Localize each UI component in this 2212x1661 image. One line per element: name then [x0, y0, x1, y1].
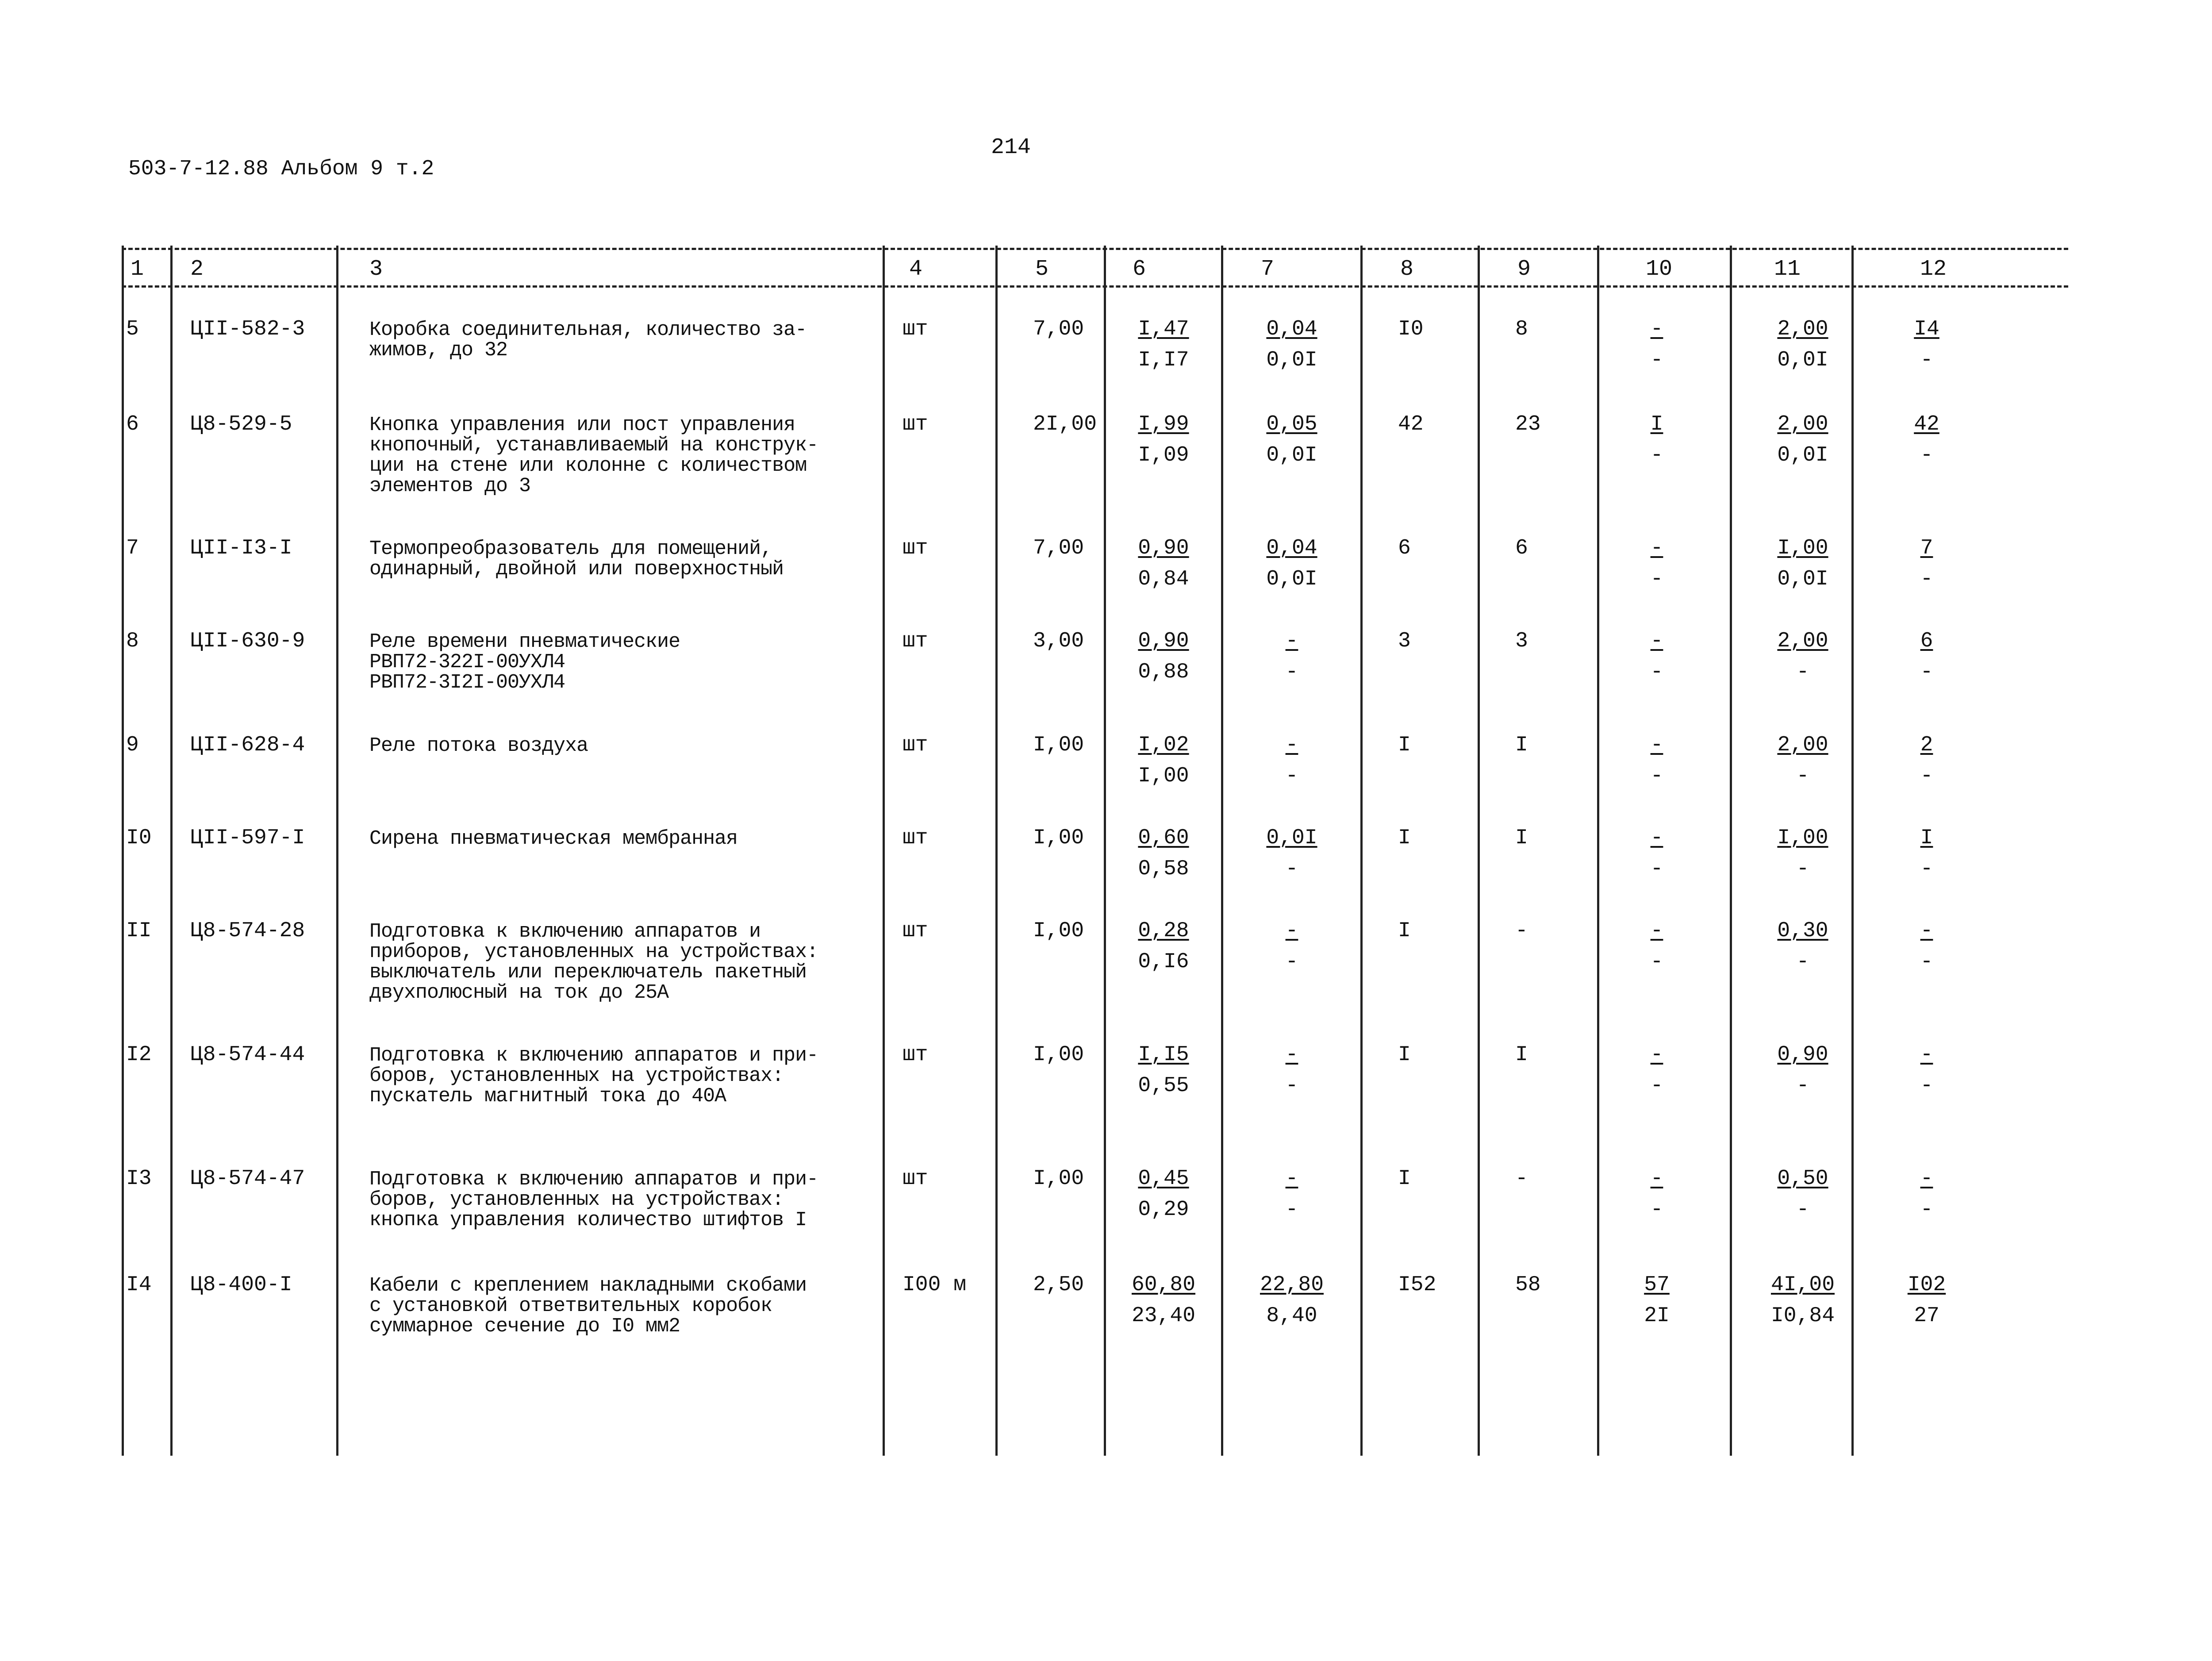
col9-value: I	[1515, 826, 1528, 850]
col6-value-top: I,47	[1138, 317, 1189, 341]
row-number: 6	[126, 412, 139, 436]
col12-value-top: 2	[1920, 733, 1933, 757]
rate-code: ЦII-597-I	[190, 826, 305, 850]
work-description: Подготовка к включению аппаратов и при- боров, установленных на устройствах: кнопка управления количество штифтов I	[369, 1168, 818, 1231]
header-rule	[122, 285, 2068, 288]
column-header-4: 4	[909, 257, 923, 282]
col11-value-bottom: -	[1796, 1198, 1809, 1222]
quantity: 7,00	[1033, 536, 1084, 560]
col7-value	[1248, 631, 1336, 683]
col6-value-bottom: 0,55	[1138, 1074, 1189, 1098]
unit: шт	[902, 1167, 928, 1191]
col7-value	[1248, 827, 1336, 880]
work-description: Подготовка к включению аппаратов и при- боров, установленных на устройствах: пускатель магнитный тока до 40А	[369, 1044, 818, 1107]
work-description: Кабели с креплением накладными скобами с установкой ответвительных коробок суммарное сечение до I0 мм2	[369, 1274, 807, 1338]
row-number: 7	[126, 536, 139, 560]
col12-value-bottom: -	[1920, 348, 1933, 372]
col11-value-top: 2,00	[1777, 733, 1828, 757]
col12-value	[1882, 1044, 1971, 1096]
column-divider	[336, 246, 338, 1456]
column-header-10: 10	[1646, 257, 1673, 282]
unit: шт	[902, 412, 928, 436]
col10-value-top: -	[1650, 919, 1663, 943]
col10-value	[1613, 414, 1701, 466]
col6-value-top: 0,90	[1138, 629, 1189, 653]
col6-value-bottom: I,09	[1138, 443, 1189, 467]
col9-value: -	[1515, 919, 1528, 943]
col10-value	[1613, 734, 1701, 787]
page-number: 214	[991, 135, 1031, 160]
col10-value-top: -	[1650, 629, 1663, 653]
col7-value-bottom: -	[1285, 950, 1298, 974]
col7-value	[1248, 920, 1336, 973]
col7-value-top: 0,0I	[1266, 826, 1317, 850]
col11-value-bottom: -	[1796, 950, 1809, 974]
col10-value-top: -	[1650, 1167, 1663, 1191]
col7-value-bottom: -	[1285, 764, 1298, 788]
col7-value-bottom: 8,40	[1266, 1304, 1317, 1328]
column-header-6: 6	[1133, 257, 1146, 282]
col7-value-bottom: -	[1285, 857, 1298, 881]
col11-value	[1759, 1168, 1847, 1220]
work-description: Термопреобразователь для помещений, одинарный, двойной или поверхностный	[369, 538, 784, 581]
column-divider	[995, 246, 998, 1456]
quantity: I,00	[1033, 733, 1084, 757]
col6-value	[1119, 920, 1208, 973]
row-number: I3	[126, 1167, 152, 1191]
col7-value-bottom: 0,0I	[1266, 443, 1317, 467]
col11-value-bottom: -	[1796, 1074, 1809, 1098]
unit: шт	[902, 317, 928, 341]
col11-value	[1759, 538, 1847, 590]
rate-code: Ц8-574-28	[190, 919, 305, 943]
col10-value	[1613, 319, 1701, 371]
col10-value-top: I	[1650, 412, 1663, 436]
work-description: Реле времени пневматические РВП72-322I-00УХЛ4 РВП72-3I2I-00УХЛ4	[369, 631, 680, 694]
column-header-12: 12	[1920, 257, 1947, 282]
unit: шт	[902, 733, 928, 757]
col11-value	[1759, 1274, 1847, 1326]
col12-value-top: -	[1920, 1167, 1933, 1191]
rate-code: ЦII-I3-I	[190, 536, 292, 560]
col10-value	[1613, 631, 1701, 683]
col11-value-bottom: -	[1796, 660, 1809, 684]
col6-value-bottom: 0,29	[1138, 1198, 1189, 1222]
col10-value-bottom: -	[1650, 443, 1663, 467]
column-divider	[1478, 246, 1480, 1456]
col12-value	[1882, 920, 1971, 973]
quantity: I,00	[1033, 919, 1084, 943]
col6-value	[1119, 319, 1208, 371]
header-rule	[122, 248, 2068, 250]
row-number: 8	[126, 629, 139, 653]
work-description: Кнопка управления или пост управления кнопочный, устанавливаемый на конструк- ции на стене или колонне с количеством элементов до 3	[369, 414, 818, 497]
col6-value	[1119, 538, 1208, 590]
col9-value: 23	[1515, 412, 1541, 436]
col10-value-bottom: -	[1650, 950, 1663, 974]
row-number: 9	[126, 733, 139, 757]
rate-code: ЦII-630-9	[190, 629, 305, 653]
col8-value: I0	[1398, 317, 1424, 341]
col7-value-bottom: -	[1285, 660, 1298, 684]
col6-value	[1119, 1168, 1208, 1220]
col6-value	[1119, 1044, 1208, 1096]
col12-value-top: 42	[1914, 412, 1939, 436]
col10-value-bottom: -	[1650, 348, 1663, 372]
col11-value	[1759, 631, 1847, 683]
col10-value-top: -	[1650, 1043, 1663, 1067]
col8-value: I52	[1398, 1273, 1436, 1297]
col11-value-top: 2,00	[1777, 629, 1828, 653]
col9-value: I	[1515, 1043, 1528, 1067]
col12-value-bottom: -	[1920, 764, 1933, 788]
col12-value-bottom: -	[1920, 950, 1933, 974]
col10-value-top: 57	[1644, 1273, 1670, 1297]
col6-value-top: 0,28	[1138, 919, 1189, 943]
column-header-8: 8	[1400, 257, 1414, 282]
col12-value	[1882, 1168, 1971, 1220]
col9-value: 58	[1515, 1273, 1541, 1297]
column-divider	[122, 246, 124, 1456]
column-header-11: 11	[1774, 257, 1801, 282]
col10-value-bottom: -	[1650, 660, 1663, 684]
work-description: Подготовка к включению аппаратов и приборов, установленных на устройствах: выключатель или переключатель пакетный двухполюсный на ток до 25А	[369, 920, 818, 1004]
col10-value-bottom: -	[1650, 1198, 1663, 1222]
column-divider	[1360, 246, 1363, 1456]
column-header-1: 1	[131, 257, 144, 282]
col8-value: I	[1398, 733, 1411, 757]
unit: шт	[902, 536, 928, 560]
col6-value-bottom: 0,84	[1138, 567, 1189, 591]
col12-value-top: -	[1920, 1043, 1933, 1067]
col6-value	[1119, 827, 1208, 880]
rate-code: Ц8-574-44	[190, 1043, 305, 1067]
col7-value-bottom: 0,0I	[1266, 567, 1317, 591]
col7-value-top: 0,04	[1266, 536, 1317, 560]
col12-value-top: -	[1920, 919, 1933, 943]
col11-value-bottom: I0,84	[1770, 1304, 1835, 1328]
quantity: 2I,00	[1033, 412, 1097, 436]
col11-value	[1759, 827, 1847, 880]
col7-value-top: -	[1285, 1167, 1298, 1191]
col12-value-bottom: -	[1920, 1198, 1933, 1222]
col10-value-bottom: 2I	[1644, 1304, 1670, 1328]
col7-value	[1248, 414, 1336, 466]
col10-value-bottom: -	[1650, 567, 1663, 591]
col10-value	[1613, 538, 1701, 590]
col10-value	[1613, 827, 1701, 880]
col6-value-bottom: 23,40	[1131, 1304, 1196, 1328]
col7-value	[1248, 1044, 1336, 1096]
col7-value-top: 22,80	[1260, 1273, 1324, 1297]
col12-value	[1882, 414, 1971, 466]
col9-value: 6	[1515, 536, 1528, 560]
col12-value-top: I4	[1914, 317, 1939, 341]
col9-value: 8	[1515, 317, 1528, 341]
column-divider	[170, 246, 173, 1456]
row-number: 5	[126, 317, 139, 341]
col7-value-top: -	[1285, 733, 1298, 757]
col11-value	[1759, 319, 1847, 371]
col6-value-top: I,99	[1138, 412, 1189, 436]
column-divider	[1851, 246, 1854, 1456]
col10-value	[1613, 920, 1701, 973]
col6-value-bottom: 0,I6	[1138, 950, 1189, 974]
col12-value-top: 7	[1920, 536, 1933, 560]
col12-value	[1882, 827, 1971, 880]
col11-value	[1759, 1044, 1847, 1096]
document-code: 503-7-12.88 Альбом 9 т.2	[128, 157, 434, 181]
col6-value-bottom: I,00	[1138, 764, 1189, 788]
quantity: 7,00	[1033, 317, 1084, 341]
column-divider	[1104, 246, 1106, 1456]
col6-value-top: I,I5	[1138, 1043, 1189, 1067]
column-divider	[1221, 246, 1223, 1456]
column-divider	[1597, 246, 1599, 1456]
col12-value-bottom: -	[1920, 443, 1933, 467]
col8-value: 6	[1398, 536, 1411, 560]
col6-value-top: 0,60	[1138, 826, 1189, 850]
col7-value-top: -	[1285, 919, 1298, 943]
column-header-5: 5	[1035, 257, 1049, 282]
col6-value-bottom: 0,88	[1138, 660, 1189, 684]
col11-value-bottom: 0,0I	[1777, 348, 1828, 372]
col8-value: I	[1398, 1043, 1411, 1067]
col6-value-top: 60,80	[1131, 1273, 1196, 1297]
rate-code: Ц8-529-5	[190, 412, 292, 436]
col9-value: I	[1515, 733, 1528, 757]
work-description: Коробка соединительная, количество за- жимов, до 32	[369, 319, 807, 361]
col9-value: 3	[1515, 629, 1528, 653]
work-description: Реле потока воздуха	[369, 734, 588, 757]
col6-value-top: 0,45	[1138, 1167, 1189, 1191]
col7-value-top: -	[1285, 1043, 1298, 1067]
col8-value: I	[1398, 1167, 1411, 1191]
quantity: 3,00	[1033, 629, 1084, 653]
row-number: I2	[126, 1043, 152, 1067]
col10-value-top: -	[1650, 317, 1663, 341]
col12-value	[1882, 734, 1971, 787]
col6-value-bottom: I,I7	[1138, 348, 1189, 372]
col11-value	[1759, 920, 1847, 973]
work-description: Сирена пневматическая мембранная	[369, 827, 738, 850]
col10-value-top: -	[1650, 733, 1663, 757]
col6-value	[1119, 1274, 1208, 1326]
row-number: I4	[126, 1273, 152, 1297]
col7-value-bottom: 0,0I	[1266, 348, 1317, 372]
col12-value-bottom: -	[1920, 1074, 1933, 1098]
rate-code: Ц8-574-47	[190, 1167, 305, 1191]
col12-value-bottom: -	[1920, 567, 1933, 591]
col10-value-bottom: -	[1650, 764, 1663, 788]
column-divider	[1730, 246, 1732, 1456]
row-number: I0	[126, 826, 152, 850]
col12-value-top: I02	[1907, 1273, 1946, 1297]
col12-value	[1882, 538, 1971, 590]
col10-value-top: -	[1650, 536, 1663, 560]
col7-value-top: -	[1285, 629, 1298, 653]
col12-value-top: 6	[1920, 629, 1933, 653]
col6-value	[1119, 414, 1208, 466]
col9-value: -	[1515, 1167, 1528, 1191]
col10-value-bottom: -	[1650, 1074, 1663, 1098]
col7-value-bottom: -	[1285, 1074, 1298, 1098]
column-divider	[883, 246, 885, 1456]
col7-value	[1248, 1168, 1336, 1220]
col10-value	[1613, 1044, 1701, 1096]
col10-value	[1613, 1168, 1701, 1220]
col12-value-bottom: -	[1920, 857, 1933, 881]
col7-value-top: 0,05	[1266, 412, 1317, 436]
col6-value-bottom: 0,58	[1138, 857, 1189, 881]
quantity: 2,50	[1033, 1273, 1084, 1297]
col11-value-bottom: -	[1796, 764, 1809, 788]
col11-value-top: I,00	[1777, 536, 1828, 560]
col11-value-top: 0,50	[1777, 1167, 1828, 1191]
quantity: I,00	[1033, 1167, 1084, 1191]
col11-value-top: 0,90	[1777, 1043, 1828, 1067]
col10-value-top: -	[1650, 826, 1663, 850]
col11-value-bottom: -	[1796, 857, 1809, 881]
unit: шт	[902, 826, 928, 850]
col10-value	[1613, 1274, 1701, 1326]
col10-value-bottom: -	[1650, 857, 1663, 881]
column-header-7: 7	[1261, 257, 1275, 282]
col12-value	[1882, 631, 1971, 683]
col12-value	[1882, 1274, 1971, 1326]
col8-value: I	[1398, 919, 1411, 943]
col11-value	[1759, 734, 1847, 787]
col6-value-top: 0,90	[1138, 536, 1189, 560]
quantity: I,00	[1033, 826, 1084, 850]
col6-value-top: I,02	[1138, 733, 1189, 757]
col12-value-bottom: 27	[1914, 1304, 1939, 1328]
column-header-9: 9	[1517, 257, 1531, 282]
column-header-3: 3	[369, 257, 383, 282]
unit: шт	[902, 919, 928, 943]
column-header-2: 2	[190, 257, 204, 282]
col7-value-bottom: -	[1285, 1198, 1298, 1222]
unit: шт	[902, 629, 928, 653]
col11-value-bottom: 0,0I	[1777, 443, 1828, 467]
col6-value	[1119, 734, 1208, 787]
col12-value-top: I	[1920, 826, 1933, 850]
col8-value: 42	[1398, 412, 1424, 436]
unit: I00 м	[902, 1273, 967, 1297]
unit: шт	[902, 1043, 928, 1067]
col12-value	[1882, 319, 1971, 371]
col7-value	[1248, 1274, 1336, 1326]
rate-code: ЦII-628-4	[190, 733, 305, 757]
rate-code: ЦII-582-3	[190, 317, 305, 341]
rate-code: Ц8-400-I	[190, 1273, 292, 1297]
col8-value: I	[1398, 826, 1411, 850]
col7-value-top: 0,04	[1266, 317, 1317, 341]
col11-value	[1759, 414, 1847, 466]
col12-value-bottom: -	[1920, 660, 1933, 684]
col6-value	[1119, 631, 1208, 683]
col7-value	[1248, 734, 1336, 787]
col11-value-top: 4I,00	[1770, 1273, 1835, 1297]
col11-value-top: 2,00	[1777, 317, 1828, 341]
col11-value-bottom: 0,0I	[1777, 567, 1828, 591]
col11-value-top: 2,00	[1777, 412, 1828, 436]
col8-value: 3	[1398, 629, 1411, 653]
quantity: I,00	[1033, 1043, 1084, 1067]
col11-value-top: I,00	[1777, 826, 1828, 850]
col11-value-top: 0,30	[1777, 919, 1828, 943]
col7-value	[1248, 538, 1336, 590]
row-number: II	[126, 919, 152, 943]
col7-value	[1248, 319, 1336, 371]
